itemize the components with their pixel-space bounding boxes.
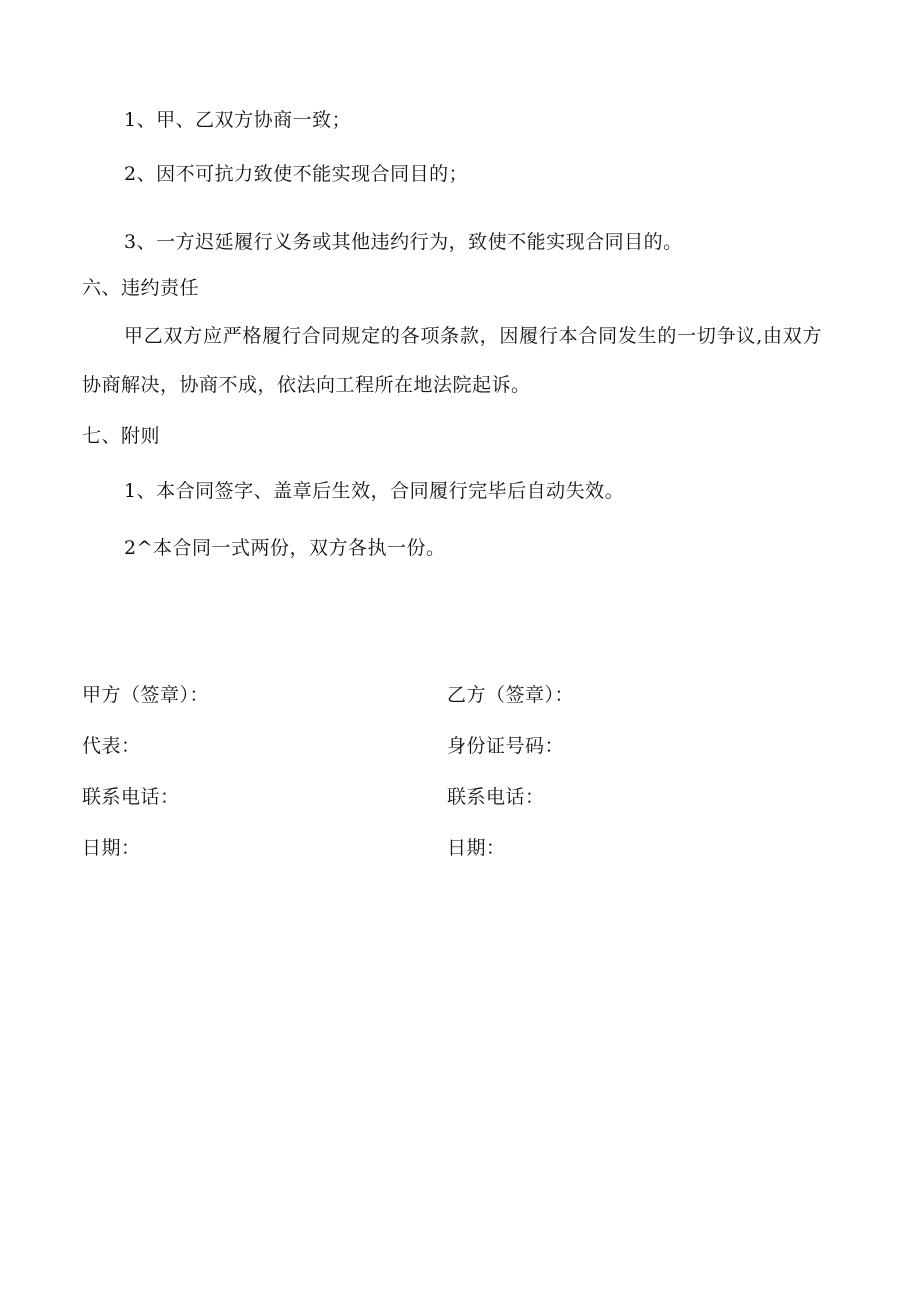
termination-item-1: 1、甲、乙双方协商一致； — [124, 109, 352, 131]
party-a-phone-label: 联系电话： — [82, 786, 180, 808]
party-a-seal-label: 甲方（签章）： — [82, 684, 210, 706]
section-heading-breach: 六、违约责任 — [82, 277, 200, 299]
party-b-phone-label: 联系电话： — [447, 786, 545, 808]
party-b-id-number-label: 身份证号码： — [447, 735, 565, 757]
party-a-representative-label: 代表： — [82, 735, 141, 757]
party-b-date-label: 日期： — [447, 837, 506, 859]
appendix-item-2: 2^本合同一式两份，双方各执一份。 — [124, 537, 446, 559]
party-b-seal-label: 乙方（签章）： — [447, 684, 575, 706]
termination-item-3: 3、一方迟延履行义务或其他违约行为，致使不能实现合同目的。 — [124, 231, 683, 253]
breach-paragraph: 甲乙双方应严格履行合同规定的各项条款，因履行本合同发生的一切争议,由双方协商解决，协商不成，依法向工程所在地法院起诉。 — [82, 325, 822, 396]
appendix-item-1: 1、本合同签字、盖章后生效，合同履行完毕后自动失效。 — [124, 480, 625, 502]
section-heading-appendix: 七、附则 — [82, 425, 161, 447]
party-a-date-label: 日期： — [82, 837, 141, 859]
termination-item-2: 2、因不可抗力致使不能实现合同目的； — [124, 163, 469, 185]
